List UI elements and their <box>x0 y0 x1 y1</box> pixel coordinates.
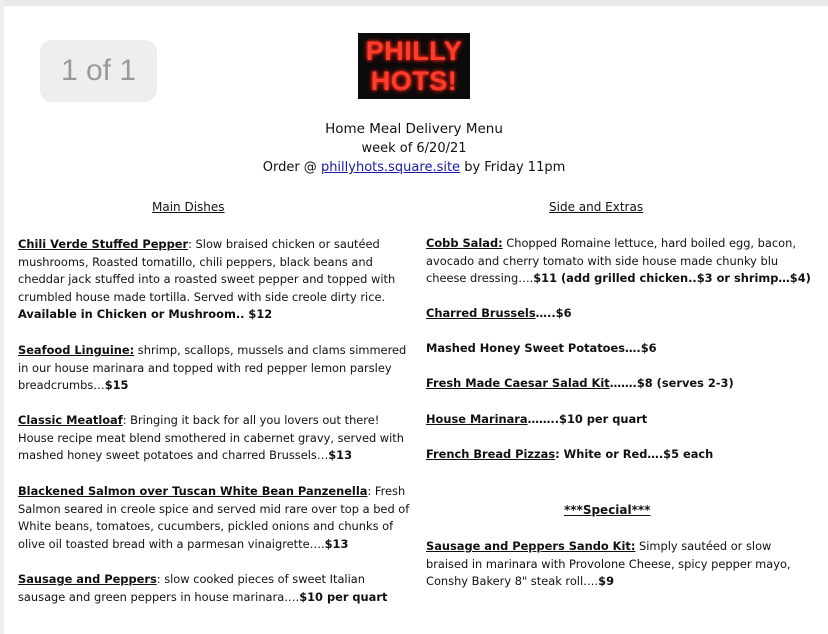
order-link[interactable]: phillyhots.square.site <box>320 160 461 175</box>
item-price: ……..$10 per quart <box>527 412 648 426</box>
menu-item-charred-brussels <box>426 305 814 323</box>
item-extra: Available in Chicken or Mushroom.. $12 <box>18 307 273 322</box>
item-price: …..$6 <box>535 306 572 320</box>
item-name: Charred Brussels <box>426 306 536 320</box>
item-name: Fresh Made Caesar Salad Kit <box>426 376 610 390</box>
item-desc: shrimp, scallops, mussels and clams simmered in our house marinara and topped with red pepper lemon parsley breadcrumbs… <box>18 343 407 393</box>
item-name: Classic Meatloaf <box>18 413 123 427</box>
item-name: Sausage and Peppers <box>18 572 157 586</box>
item-name: Blackened Salmon over Tuscan White Bean Panzenella <box>18 484 368 498</box>
logo-line-1: PHILLY <box>365 36 463 66</box>
menu-item-seafood-linguine <box>18 342 410 395</box>
logo-line-2: HOTS! <box>370 66 458 96</box>
menu-header <box>0 120 828 177</box>
menu-item-house-marinara <box>426 411 814 429</box>
item-desc: Simply sautéed or slow braised in marinara with Provolone Cheese, spicy pepper mayo, Conshy Bakery 8" steak roll…. <box>426 539 791 589</box>
item-price: …….$8 (serves 2-3) <box>609 376 734 390</box>
item-desc: Chopped Romaine lettuce, hard boiled egg, bacon, avocado and cherry tomato with side house made chunky blu cheese dressing…. <box>426 236 796 286</box>
menu-item-caesar-kit <box>426 375 814 393</box>
item-name: Cobb Salad: <box>426 236 503 250</box>
sides-heading: Side and Extras <box>549 200 644 214</box>
menu-item-sando-kit <box>426 538 814 591</box>
page-indicator: 1 of 1 <box>40 40 157 102</box>
item-name: Sausage and Peppers Sando Kit: <box>426 539 636 553</box>
item-name: House Marinara <box>426 412 528 426</box>
item-price: $13 <box>328 448 353 463</box>
item-price: : White or Red….$5 each <box>555 447 714 461</box>
item-price: $10 per quart <box>299 589 388 604</box>
order-prefix: Order @ <box>262 160 321 175</box>
menu-item-cobb-salad <box>426 235 814 288</box>
menu-item-sausage-peppers <box>18 571 410 606</box>
item-desc: : Slow braised chicken or sautéed mushrooms, Roasted tomatillo, chili peppers, black beans and cheddar jack stuffed into a roasted sweet pepper and topped with crumbled house made tortilla. Served with side creole dirty rice. <box>18 237 396 304</box>
main-dishes-heading: Main Dishes <box>152 200 225 214</box>
special-heading: ***Special*** <box>564 503 651 517</box>
menu-item-chili-verde <box>18 236 410 324</box>
menu-item-blackened-salmon <box>18 483 410 553</box>
menu-week: week of 6/20/21 <box>361 141 467 156</box>
window-left-edge <box>0 0 4 634</box>
item-price: $9 <box>598 574 615 589</box>
item-name: Chili Verde Stuffed Pepper <box>18 237 189 251</box>
menu-item-french-bread-pizzas <box>426 446 814 464</box>
item-desc: : slow cooked pieces of sweet Italian sausage and green peppers in house marinara…. <box>18 572 365 604</box>
item-price: $11 (add grilled chicken..$3 or shrimp…$4) <box>533 271 811 286</box>
window-top-edge <box>0 0 828 6</box>
menu-title: Home Meal Delivery Menu <box>325 121 503 137</box>
order-line <box>0 158 828 177</box>
item-desc: : Bringing it back for all you lovers out there! House recipe meat blend smothered in cabernet gravy, served with mashed honey sweet potatoes and charred Brussels… <box>18 413 404 463</box>
item-price: $15 <box>104 378 129 393</box>
item-text: Mashed Honey Sweet Potatoes….$6 <box>426 341 657 355</box>
item-price: $13 <box>324 536 349 551</box>
item-name: Seafood Linguine: <box>18 343 135 357</box>
menu-item-classic-meatloaf <box>18 412 410 465</box>
item-name: French Bread Pizzas <box>426 447 556 461</box>
menu-item-mashed-sweet-potatoes <box>426 340 814 358</box>
philly-hots-logo <box>358 33 470 99</box>
order-suffix: by Friday 11pm <box>460 160 566 175</box>
item-desc: : Fresh Salmon seared in creole spice and served mid rare over top a bed of White beans, tomatoes, cucumbers, pickled onions and chunks of olive oil toasted bread with a parmesan vinaigrette…. <box>18 484 410 551</box>
